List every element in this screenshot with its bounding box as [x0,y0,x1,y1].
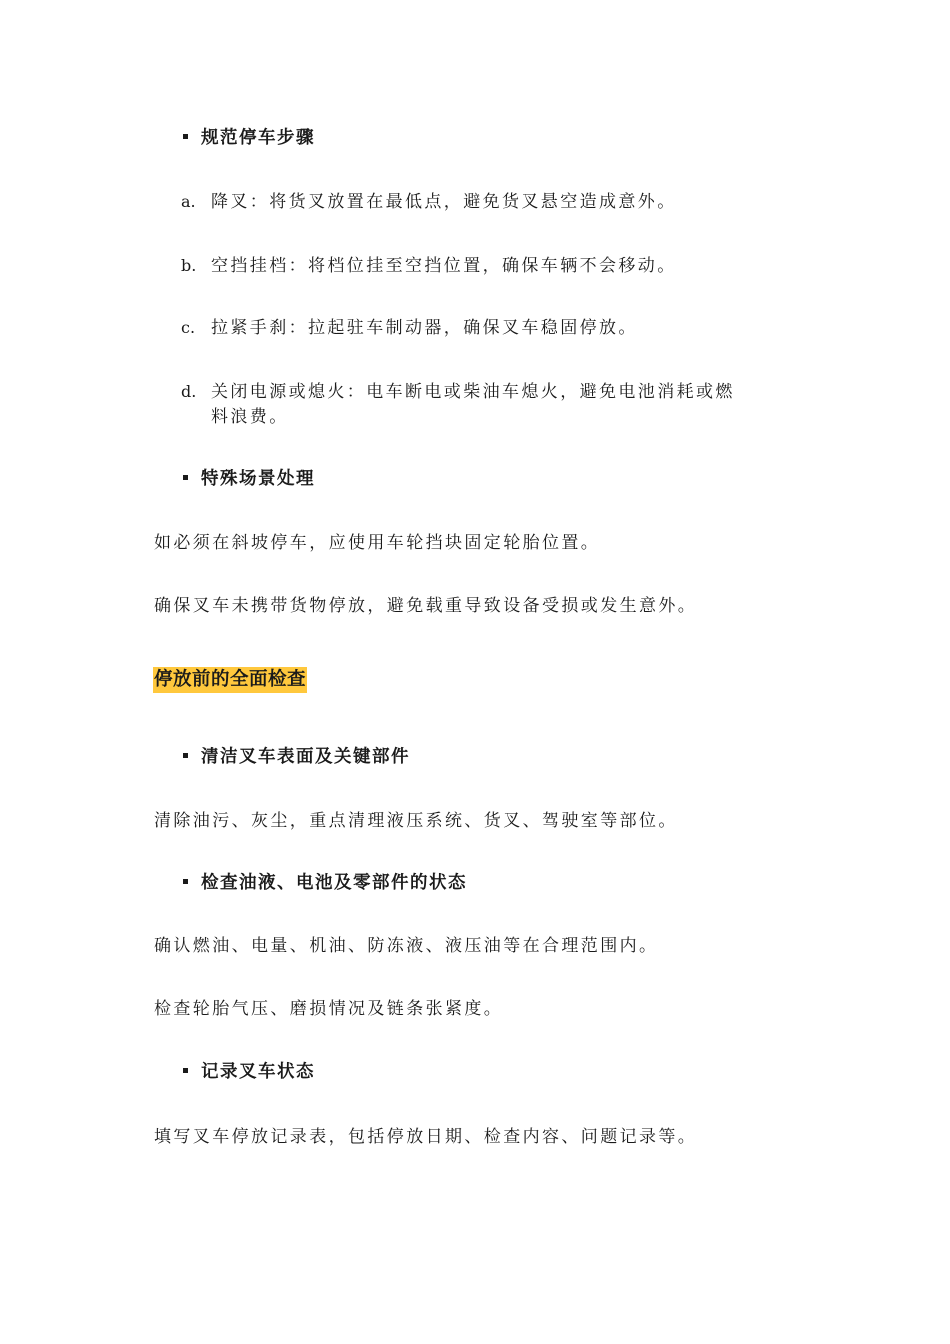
step-item-d [181,379,735,405]
step-item-a [181,189,677,215]
section-title-special-scenarios [183,466,315,492]
bullet-icon [183,134,188,139]
paragraph: 如必须在斜坡停车，应使用车轮挡块固定轮胎位置。 [154,533,601,553]
bullet-icon [183,753,188,758]
step-item-d-continuation: 料浪费。 [211,407,289,427]
step-marker: d. [181,382,197,401]
step-item-c [181,315,638,341]
step-text: 关闭电源或熄火：电车断电或柴油车熄火，避免电池消耗或燃 [211,382,735,402]
bullet-icon [183,1068,188,1073]
step-marker: a. [181,192,196,211]
section-title-record-status [183,1059,315,1085]
section-title-parking-steps [183,125,315,151]
section-title-fluid-check [183,870,467,896]
bullet-icon [183,475,188,480]
step-text: 拉紧手刹：拉起驻车制动器，确保叉车稳固停放。 [211,318,638,338]
section-title-text: 特殊场景处理 [201,469,315,489]
paragraph: 填写叉车停放记录表，包括停放日期、检查内容、问题记录等。 [154,1127,698,1147]
step-text: 降叉：将货叉放置在最低点，避免货叉悬空造成意外。 [211,192,677,212]
bullet-icon [183,879,188,884]
section-title-text: 检查油液、电池及零部件的状态 [201,873,467,893]
section-title-text: 记录叉车状态 [201,1062,315,1082]
section-title-cleaning [183,744,410,770]
step-item-b [181,253,677,279]
paragraph: 清除油污、灰尘，重点清理液压系统、货叉、驾驶室等部位。 [154,811,678,831]
step-text: 空挡挂档：将档位挂至空挡位置，确保车辆不会移动。 [211,256,677,276]
step-marker: b. [181,256,197,275]
paragraph: 确认燃油、电量、机油、防冻液、液压油等在合理范围内。 [154,936,659,956]
section-title-text: 规范停车步骤 [201,128,315,148]
section-heading-inspection: 停放前的全面检查 [153,667,307,693]
paragraph: 确保叉车未携带货物停放，避免载重导致设备受损或发生意外。 [154,596,698,616]
paragraph: 检查轮胎气压、磨损情况及链条张紧度。 [154,999,504,1019]
step-marker: c. [181,318,196,337]
section-title-text: 清洁叉车表面及关键部件 [201,747,410,767]
